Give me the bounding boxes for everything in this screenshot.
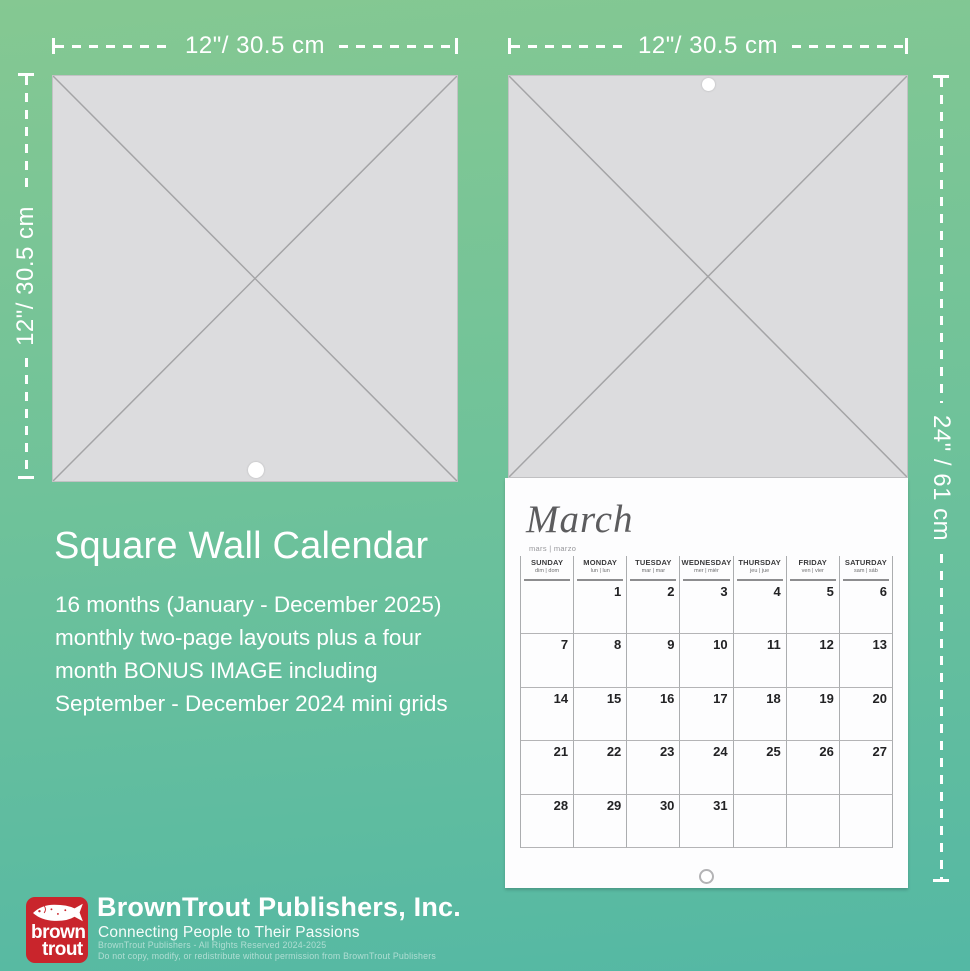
day-cell-5 [787,581,840,634]
day-cell-empty [734,795,787,848]
hanging-hole [699,869,714,884]
day-number: 15 [606,690,622,706]
dimension-top-left [52,32,458,60]
legal-line: Do not copy, modify, or redistribute without permission from BrownTrout Publishers [98,950,436,961]
day-number: 12 [819,637,834,653]
day-name-translation: lun | lun [590,568,610,574]
day-number [787,795,839,798]
day-name: SATURDAY [844,558,887,567]
dimension-right-side [928,75,955,882]
day-cell-13 [840,634,893,687]
day-header-sunday [521,556,574,581]
day-cell-20 [840,688,893,741]
day-cell-26 [787,741,840,794]
dimension-label-height-left: 12"/ 30.5 cm [12,206,39,346]
day-name-translation: sam | sáb [854,568,878,574]
day-cell-6 [840,581,893,634]
day-header-thursday [734,556,787,581]
dimension-tick [18,476,34,479]
dimension-dash-line [940,78,943,403]
day-number: 28 [553,797,569,813]
day-cell-23 [627,741,680,794]
day-cell-2 [627,581,680,634]
day-name: MONDAY [583,558,618,567]
day-cell-16 [627,688,680,741]
day-name: FRIDAY [798,558,827,567]
day-number: 4 [773,584,781,599]
day-number: 31 [713,797,728,813]
company-name: BrownTrout Publishers, Inc. [97,892,461,922]
day-cell-15 [574,688,627,741]
placeholder-image-open [508,75,908,478]
dimension-dash-line [792,45,905,48]
day-number: 9 [667,637,675,653]
day-cell-14 [521,688,574,741]
day-number: 7 [560,637,569,653]
day-name-translation: mar | mar [641,568,666,574]
day-cell-7 [521,634,574,687]
day-cell-empty [840,795,893,848]
day-number: 16 [659,690,675,706]
day-cell-empty [521,581,574,634]
dimension-dash-line [511,45,624,48]
placeholder-x-icon [509,76,907,477]
day-cell-19 [787,688,840,741]
dimension-dash-line [25,76,28,194]
day-header-wednesday [680,556,733,581]
placeholder-image-front [52,75,458,482]
day-cell-9 [627,634,680,687]
day-cell-11 [734,634,787,687]
dimension-tick [905,38,908,54]
legal-line: BrownTrout Publishers - All Rights Reserved 2024-2025 [98,940,327,950]
day-cell-12 [787,634,840,687]
page-title: Square Wall Calendar [54,525,429,567]
day-number: 29 [606,797,622,813]
calendar-grid [520,556,893,848]
day-number: 10 [713,637,728,653]
day-number: 17 [713,690,728,706]
day-header-saturday [840,556,893,581]
day-number [521,581,573,584]
dimension-dash-line [940,554,943,879]
day-cell-21 [521,741,574,794]
description-line: 16 months (January - December 2025) [55,592,442,617]
day-cell-29 [574,795,627,848]
day-number: 2 [667,584,675,599]
month-title: March [526,498,634,541]
day-number: 19 [819,690,834,706]
dimension-top-right [508,32,908,60]
day-header-monday [574,556,627,581]
day-number: 23 [659,744,675,760]
day-cell-10 [680,634,733,687]
day-cell-8 [574,634,627,687]
day-cell-18 [734,688,787,741]
day-cell-empty [787,795,840,848]
day-name: TUESDAY [635,558,672,567]
day-number: 18 [766,690,781,706]
logo-text-brown: brown [31,922,86,943]
day-header-friday [787,556,840,581]
day-name: SUNDAY [530,558,564,567]
day-number: 5 [826,584,834,599]
description-line: September - December 2024 mini grids [55,691,448,716]
browntrout-logo [26,897,88,963]
day-number: 30 [659,797,675,813]
dimension-label-width-left: 12"/ 30.5 cm [185,32,325,59]
hanging-hole [702,78,715,91]
day-cell-24 [680,741,733,794]
day-number [840,795,892,798]
day-cell-17 [680,688,733,741]
day-name: WEDNESDAY [681,558,732,567]
dimension-tick [933,879,949,882]
day-number: 8 [614,637,622,653]
dimension-label-height-right: 24" / 61 cm [928,415,955,542]
product-description [55,588,448,720]
dimension-tick [455,38,458,54]
day-number: 25 [766,744,781,760]
day-cell-3 [680,581,733,634]
company-tagline: Connecting People to Their Passions [98,924,360,941]
day-name-translation: ven | vier [801,568,824,574]
day-name-translation: dim | dom [535,568,560,574]
day-number: 1 [614,584,622,599]
day-name: THURSDAY [738,558,781,567]
day-number: 26 [819,744,834,760]
day-cell-31 [680,795,733,848]
day-cell-4 [734,581,787,634]
dimension-dash-line [339,45,455,48]
dimension-dash-line [55,45,171,48]
day-number: 22 [606,744,622,760]
calendar-grid-page [505,478,908,888]
description-line: month BONUS IMAGE including [55,658,378,683]
day-number: 14 [553,690,569,706]
day-cell-30 [627,795,680,848]
logo-text-trout: trout [42,939,83,960]
day-number: 27 [872,744,887,760]
description-line: monthly two-page layouts plus a four [55,625,422,650]
day-number: 6 [879,584,887,599]
day-number: 21 [553,744,569,760]
day-cell-25 [734,741,787,794]
placeholder-x-icon [53,76,457,481]
dimension-label-width-right: 12"/ 30.5 cm [638,32,778,59]
day-cell-27 [840,741,893,794]
day-number: 20 [872,690,887,706]
hanging-hole [248,462,264,478]
day-header-tuesday [627,556,680,581]
day-name-translation: mer | miér [694,568,719,574]
day-number: 24 [713,744,728,760]
day-number: 3 [720,584,728,599]
dimension-dash-line [25,358,28,476]
dimension-left-side [12,73,39,479]
day-number: 13 [872,637,887,653]
day-number [734,795,786,798]
day-cell-28 [521,795,574,848]
day-cell-1 [574,581,627,634]
month-subtitle: mars | marzo [529,544,577,553]
day-number: 11 [766,637,781,653]
legal-text [98,940,436,961]
day-name-translation: jeu | jue [750,568,770,574]
day-cell-22 [574,741,627,794]
